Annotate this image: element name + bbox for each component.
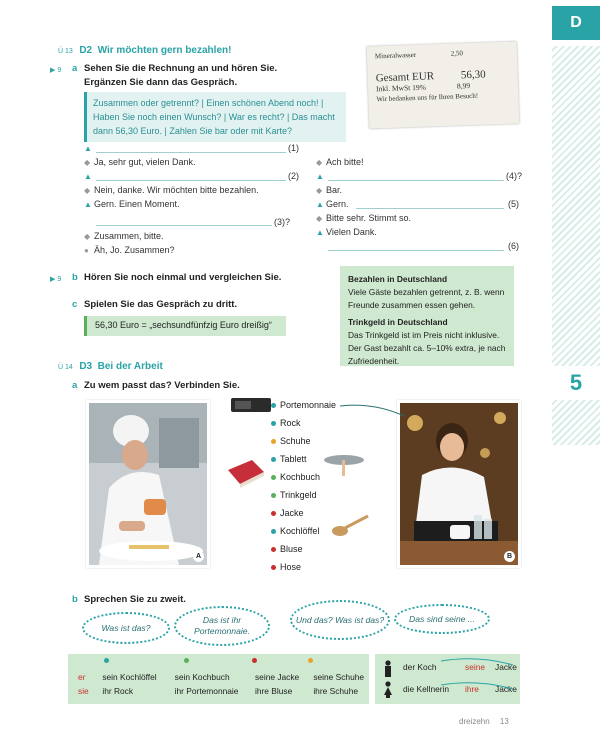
dialogue-line: ◆ Bitte sehr. Stimmt so.	[316, 213, 412, 223]
receipt-thanks: Wir bedanken uns für Ihren Besuch!	[376, 91, 479, 104]
plural-dot-icon	[308, 658, 313, 663]
info-text: Viele Gäste bezahlen getrennt, z. B. wenn Freunde zusammen essen gehen.	[348, 287, 505, 310]
audio-track[interactable]: ▶ 9	[50, 276, 62, 283]
dialogue-line: ◆ Bar.	[316, 185, 343, 195]
dialogue-line: ◆ Zusammen, bitte.	[84, 231, 164, 241]
waitress-photo-illustration	[400, 403, 518, 565]
dialogue-line: ◆ Nein, danke. Wir möchten bitte bezahlen.	[84, 185, 259, 195]
receipt	[367, 41, 520, 128]
bullet-dot-icon	[271, 547, 276, 552]
chef-photo-illustration	[89, 403, 207, 565]
exercise-ref: Ü 14	[58, 364, 73, 371]
bullet-dot-icon	[271, 457, 276, 462]
page-word: dreizehn	[459, 717, 490, 726]
task-letter: b	[72, 594, 78, 605]
dialogue-line: ◆ Ach bitte!	[316, 157, 364, 167]
section-number: D2	[79, 45, 93, 56]
chapter-number: 5	[552, 366, 600, 400]
grammar-row: er sein Kochlöffel sein Kochbuch seine Jacke seine Schuhe	[78, 672, 365, 682]
task-instruction: Zu wem passt das? Verbinden Sie.	[84, 380, 240, 391]
wallet-icon	[230, 395, 272, 415]
bullet-dot-icon	[271, 421, 276, 426]
vocab-item[interactable]	[271, 486, 351, 504]
info-box	[340, 266, 514, 366]
vocab-list	[271, 396, 351, 576]
woman-icon	[383, 681, 393, 699]
word-box-line: dann 56,30 Euro. | Zahlen Sie bar oder mit Karte?	[93, 126, 292, 136]
vocab-item[interactable]	[271, 450, 351, 468]
vocab-label: Portemonnaie	[280, 400, 337, 410]
vocab-label: Bluse	[280, 544, 303, 554]
grammar-table	[68, 654, 369, 704]
vocab-label: Hose	[280, 562, 302, 572]
page-footer	[459, 717, 509, 726]
bullet-dot-icon	[271, 565, 276, 570]
d3-heading	[58, 361, 163, 372]
possessive-row: die Kellnerin ihre Jacke	[403, 684, 517, 694]
chapter-letter: D	[552, 6, 600, 40]
dialogue-line: ▲ (1)	[84, 143, 299, 153]
task-instruction: Hören Sie noch einmal und vergleichen Sie.	[84, 272, 282, 283]
vocab-label: Tablett	[280, 454, 307, 464]
dialogue-left	[84, 143, 306, 259]
section-number: D3	[79, 361, 93, 372]
feminine-dot-icon	[252, 658, 257, 663]
vocab-item[interactable]	[271, 468, 351, 486]
exercise-ref: Ü 13	[58, 48, 73, 55]
receipt-total: Gesamt EUR 56,30	[375, 68, 486, 85]
task-instruction: Spielen Sie das Gespräch zu dritt.	[84, 299, 238, 310]
chapter-tab	[552, 0, 600, 46]
bullet-dot-icon	[271, 475, 276, 480]
word-box-line: Haben Sie noch einen Wunsch? | War es recht? | Das macht	[93, 112, 335, 122]
answer-blank[interactable]	[328, 250, 504, 251]
dialogue-line: ▲ Gern. Einen Moment.	[84, 199, 180, 209]
vocab-item[interactable]	[271, 540, 351, 558]
dialogue-line: ◆ Ja, sehr gut, vielen Dank.	[84, 157, 196, 167]
section-title: Wir möchten gern bezahlen!	[97, 45, 232, 56]
grammar-possessive	[375, 654, 520, 704]
audio-track[interactable]: ▶ 9	[50, 67, 62, 74]
d2-heading	[58, 45, 231, 56]
dialogue-line: (3)?	[84, 213, 306, 231]
info-text: Das Trinkgeld ist im Preis nicht inklusive. Der Gast bezahlt ca. 5–10% extra, je nach Zufriedenheit.	[348, 330, 506, 366]
vocab-label: Trinkgeld	[280, 490, 317, 500]
task-instruction: Sprechen Sie zu zweit.	[84, 594, 186, 605]
vocab-item[interactable]	[271, 396, 351, 414]
word-box	[84, 92, 346, 142]
vocab-item[interactable]	[271, 432, 351, 450]
vocab-label: Schuhe	[280, 436, 311, 446]
dialogue-right	[316, 157, 526, 255]
task-instruction: Sehen Sie die Rechnung an und hören Sie.	[84, 63, 278, 74]
receipt-tax: Inkl. MwSt 19% 8,99	[375, 81, 471, 94]
speech-bubble: Das sind seine ...	[394, 604, 490, 634]
word-box-line: Zusammen oder getrennt? | Einen schönen Abend noch! |	[93, 98, 324, 108]
info-title: Trinkgeld in Deutschland	[348, 317, 448, 327]
page-number: 13	[499, 717, 509, 726]
receipt-line: Mineralwasser 2,50	[374, 49, 464, 61]
masculine-dot-icon	[104, 658, 109, 663]
answer-blank[interactable]	[96, 180, 286, 181]
vocab-item[interactable]	[271, 522, 351, 540]
speech-bubble: Das ist ihr Portemonnaie.	[174, 606, 270, 646]
dialogue-line: ▲ Vielen Dank.	[316, 227, 377, 237]
info-title: Bezahlen in Deutschland	[348, 274, 448, 284]
man-icon	[383, 660, 393, 678]
vocab-label: Rock	[280, 418, 301, 428]
grammar-row: sie ihr Rock ihr Portemonnaie ihre Bluse ihre Schuhe	[78, 686, 359, 696]
vocab-item[interactable]	[271, 414, 351, 432]
example-box: 56,30 Euro = „sechsundfünfzig Euro dreißig“	[84, 316, 286, 336]
answer-blank[interactable]	[328, 180, 504, 181]
speech-bubble: Was ist das?	[82, 612, 170, 644]
vocab-label: Jacke	[280, 508, 304, 518]
vocab-item[interactable]	[271, 504, 351, 522]
arrow-icon	[433, 657, 519, 701]
vocab-label: Kochlöffel	[280, 526, 320, 536]
dialogue-line: ▲ (4)?	[316, 171, 523, 181]
photo-label: B	[504, 551, 515, 562]
dialogue-line: (6)	[316, 241, 526, 255]
speech-bubble: Und das? Was ist das?	[290, 600, 390, 640]
dialogue-line: ▲ Gern. (5)	[316, 199, 519, 209]
bullet-dot-icon	[271, 403, 276, 408]
bullet-dot-icon	[271, 511, 276, 516]
bullet-dot-icon	[271, 529, 276, 534]
task-instruction: Ergänzen Sie dann das Gespräch.	[84, 77, 238, 88]
bullet-dot-icon	[271, 493, 276, 498]
bullet-dot-icon	[271, 439, 276, 444]
neuter-dot-icon	[184, 658, 189, 663]
cookbook-icon	[226, 458, 266, 488]
answer-blank[interactable]	[356, 208, 504, 209]
photo-waitress	[397, 400, 521, 568]
answer-blank[interactable]	[96, 152, 286, 153]
task-letter: a	[72, 63, 78, 74]
possessive-row: der Koch seine Jacke	[403, 662, 517, 672]
section-title: Bei der Arbeit	[97, 361, 163, 372]
photo-label: A	[193, 551, 204, 562]
dialogue-line: ▲ (2)	[84, 171, 299, 181]
vocab-label: Kochbuch	[280, 472, 321, 482]
dialogue-line: ● Äh, Jo. Zusammen?	[84, 245, 175, 255]
vocab-item[interactable]	[271, 558, 351, 576]
task-letter: a	[72, 380, 78, 391]
answer-blank[interactable]	[96, 225, 272, 226]
task-letter: b	[72, 272, 78, 283]
task-letter: c	[72, 299, 78, 310]
photo-chef	[86, 400, 210, 568]
